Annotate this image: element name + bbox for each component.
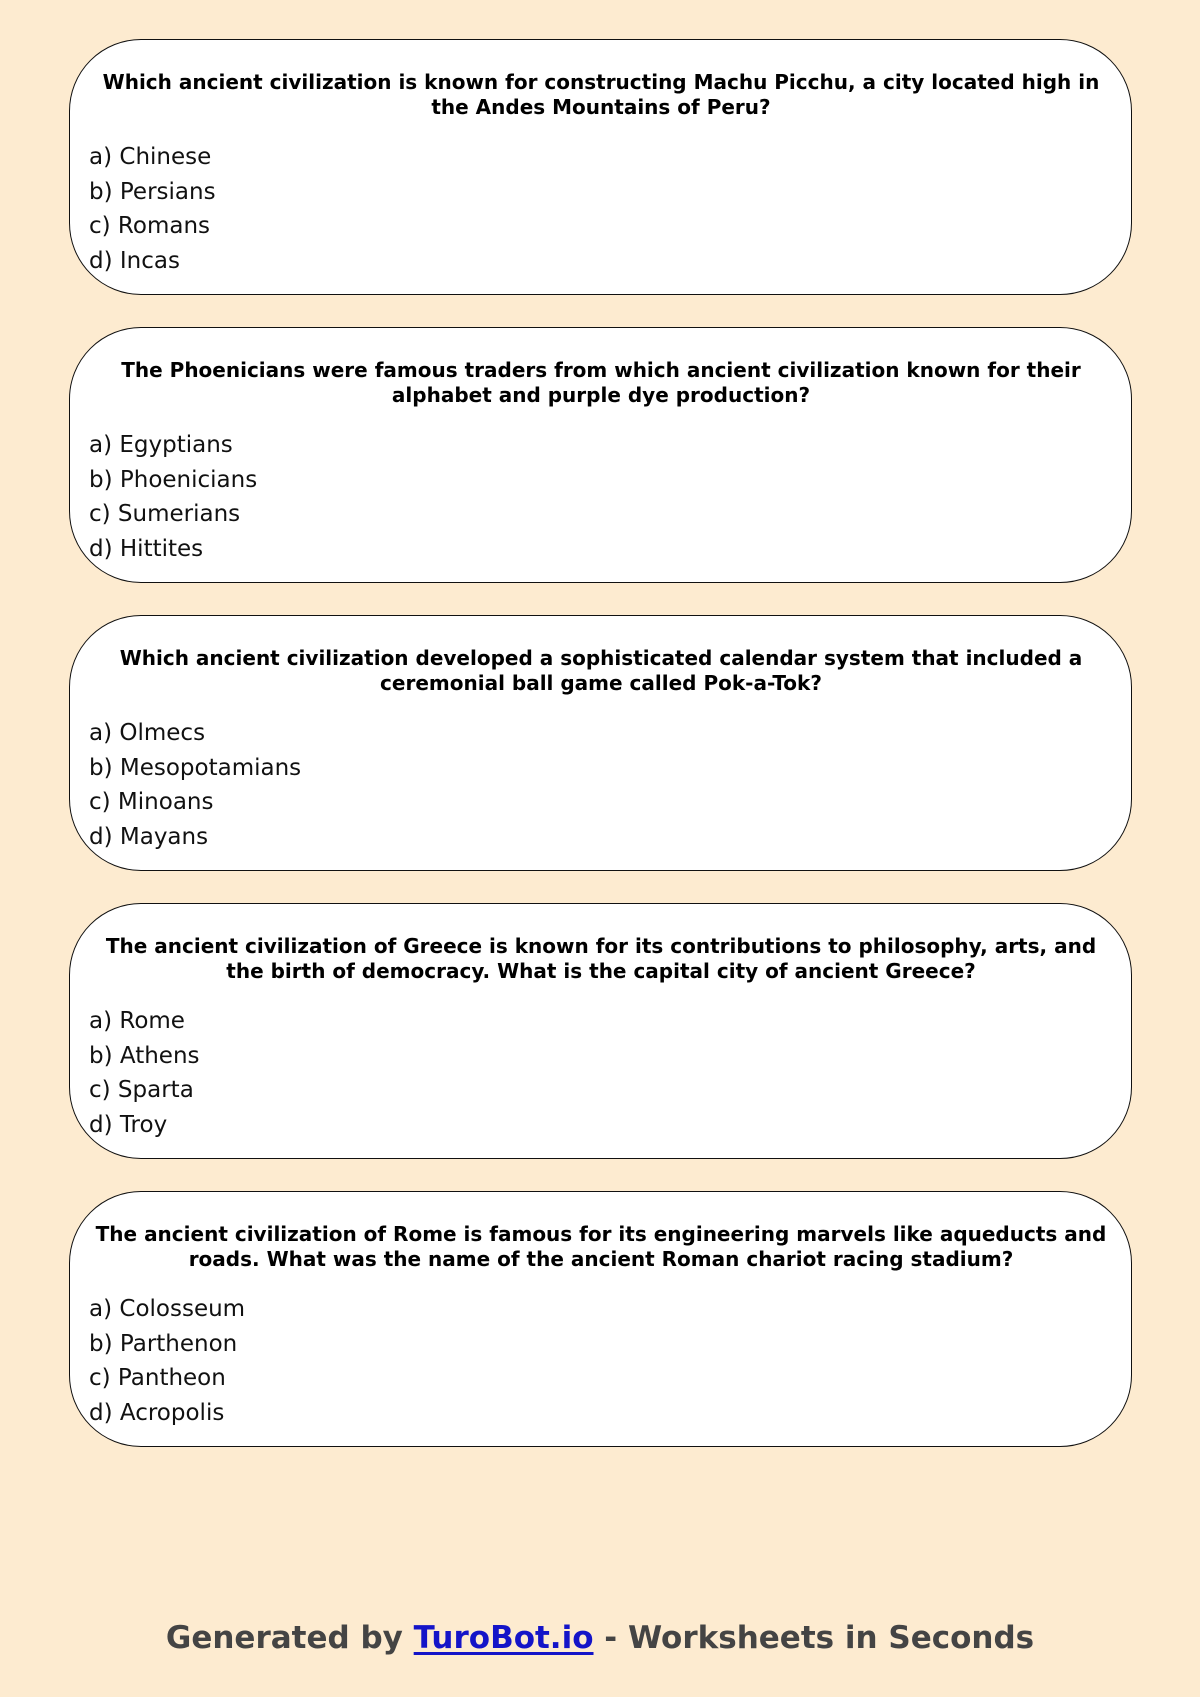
answer-option-b: b) Persians [89,178,216,205]
answer-option-a: a) Colosseum [89,1296,246,1322]
answer-options [89,140,1113,278]
question-card-3 [69,615,1132,871]
answer-option-b: b) Mesopotamians [89,754,302,781]
answer-option-d: d) Troy [89,1111,168,1138]
footer-prefix: Generated by [165,1620,414,1656]
answer-options [89,1004,1113,1142]
question-text: Which ancient civilization developed a sophisticated calendar system that included a ceremonial ball game called Pok-a-Tok? [119,646,1083,695]
answer-option-c: c) Minoans [89,789,214,815]
footer [0,1618,1200,1658]
answer-option-d: d) Acropolis [89,1399,225,1426]
question-card-1 [69,39,1132,295]
question-card-5 [69,1191,1132,1447]
question-list [69,39,1132,1479]
answer-option-d: d) Incas [89,247,180,274]
turobot-link[interactable]: TuroBot.io [413,1620,594,1656]
answer-option-a: a) Chinese [89,144,212,170]
answer-option-d: d) Mayans [89,823,209,850]
question-card-2 [69,327,1132,583]
answer-option-b: b) Parthenon [89,1330,238,1357]
answer-options [89,428,1113,566]
answer-option-a: a) Rome [89,1008,185,1034]
answer-option-c: c) Sumerians [89,501,241,527]
question-text: The ancient civilization of Rome is famous for its engineering marvels like aqueducts and roads. What was the name of the ancient Roman chariot racing stadium? [95,1222,1107,1271]
question-text: The ancient civilization of Greece is known for its contributions to philosophy, arts, and the birth of democracy. What is the capital city of ancient Greece? [105,934,1097,983]
question-text: The Phoenicians were famous traders from which ancient civilization known for their alphabet and purple dye production? [121,358,1081,407]
answer-options [89,1292,1113,1430]
answer-option-b: b) Phoenicians [89,466,258,493]
answer-option-a: a) Olmecs [89,720,206,746]
question-card-4 [69,903,1132,1159]
answer-options [89,716,1113,854]
answer-option-a: a) Egyptians [89,432,233,458]
answer-option-b: b) Athens [89,1042,200,1069]
question-text: Which ancient civilization is known for constructing Machu Picchu, a city located high in the Andes Mountains of Peru? [102,70,1100,119]
answer-option-c: c) Romans [89,213,211,239]
answer-option-d: d) Hittites [89,535,204,562]
answer-option-c: c) Pantheon [89,1365,226,1391]
footer-suffix: - Worksheets in Seconds [593,1620,1035,1656]
answer-option-c: c) Sparta [89,1077,194,1103]
